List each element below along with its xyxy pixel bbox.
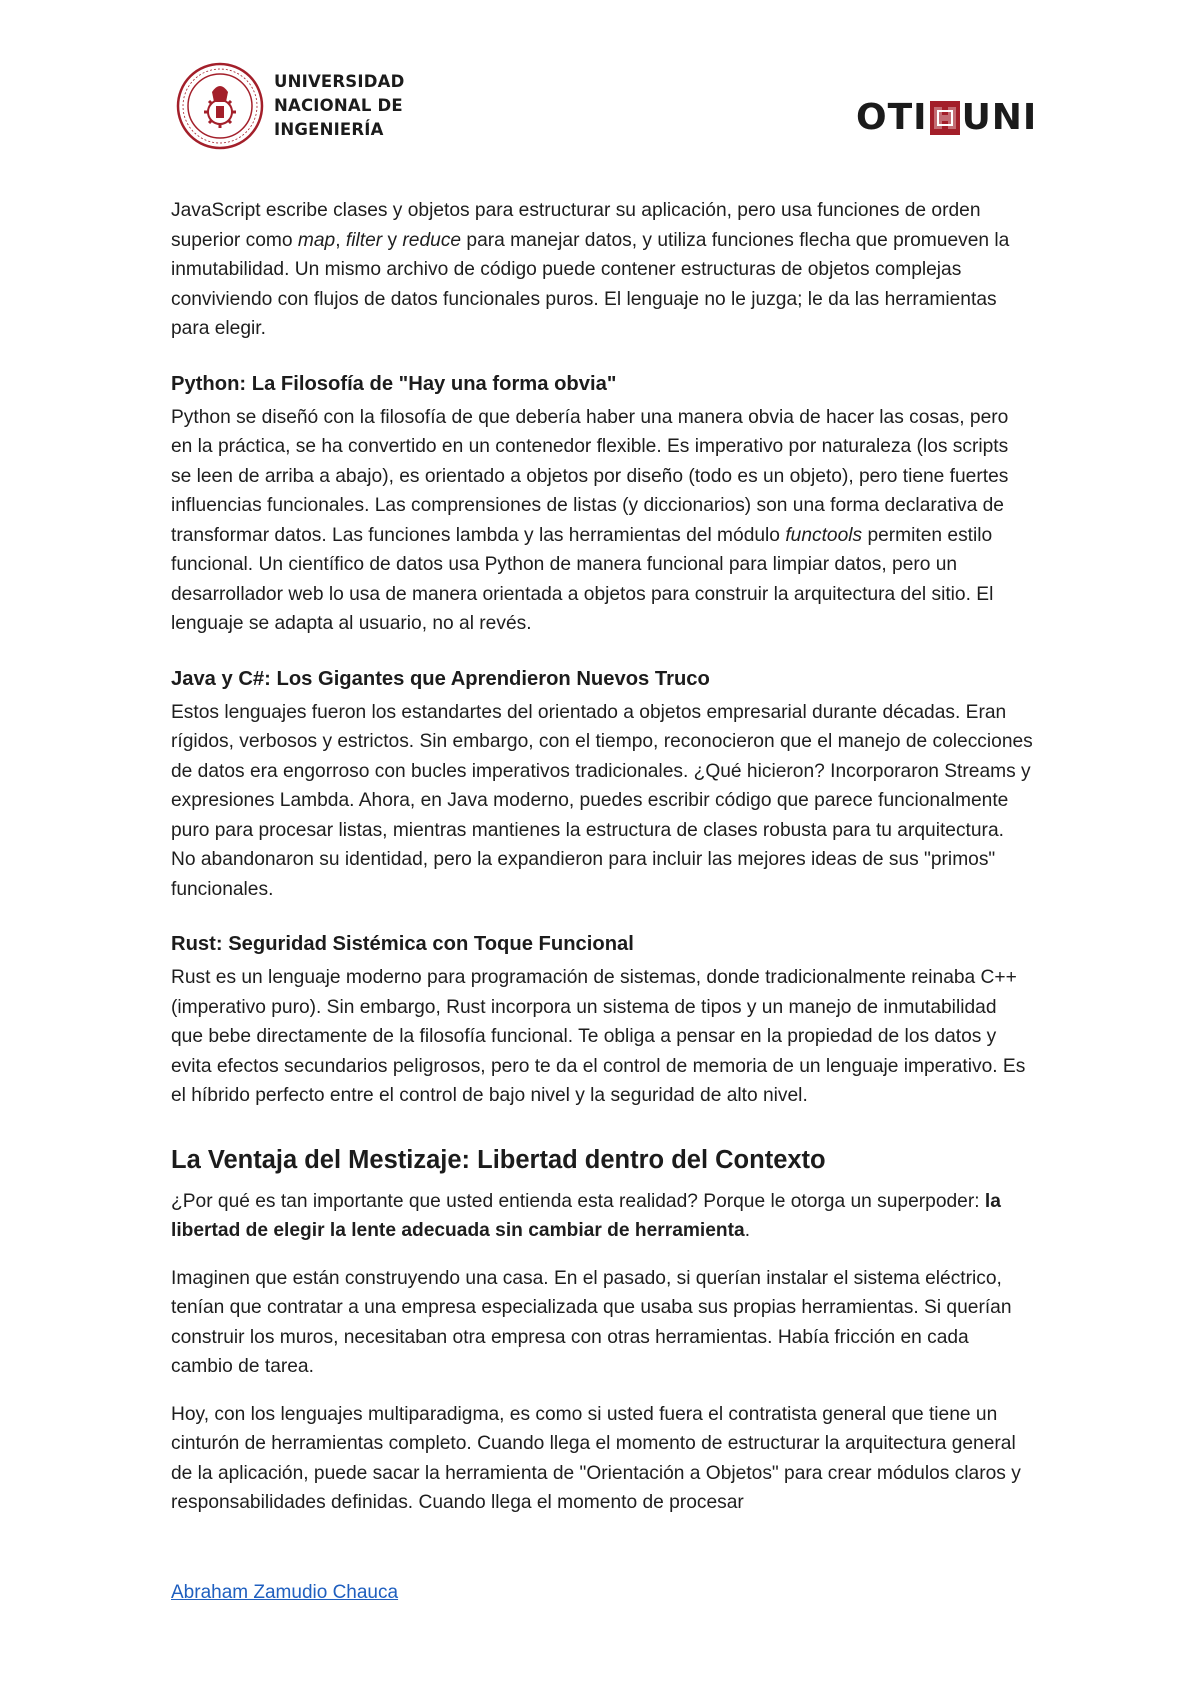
uni-logo [176, 62, 404, 150]
oti-uni-logo [856, 97, 1037, 138]
uni-logo-text: UNI [961, 97, 1038, 138]
document-body [171, 196, 1033, 1536]
uni-seal-icon [176, 62, 264, 150]
university-name-line-2: NACIONAL DE [274, 96, 403, 115]
java-heading: Java y C#: Los Gigantes que Aprendieron Nuevos Truco [171, 667, 710, 690]
oti-logo-text: OTI [856, 97, 928, 138]
reduce-term: reduce [402, 229, 462, 251]
java-paragraph: Estos lenguajes fueron los estandartes del orientado a objetos empresarial durante décadas. Eran rígidos, verbosos y estrictos. Sin embargo, con el tiempo, reconocieron que el manejo de colecciones de datos era engorroso con bucles imperativos tradicionales. ¿Qué hicieron? Incorporaron Streams y expresiones Lambda. Ahora, en Java moderno, puedes escribir código que parece funcionalmente puro para procesar listas, mientras mantienes la estructura de clases robusta para tu arquitectura. No abandonaron su identidad, pero la expandieron para incluir las mejores ideas de sus "primos" funcionales. [171, 701, 1033, 900]
intro-paragraph: JavaScript escribe clases y objetos para estructurar su aplicación, pero usa funciones de orden superior como map, filter y reduce para manejar datos, y utiliza funciones flecha que promueven la inmutabilidad. Un mismo archivo de código puede contener estructuras de objetos complejas conviviendo con flujos de datos funcionales puros. El lenguaje no le juzga; le da las herramientas para elegir. [171, 200, 1010, 339]
university-name-line-3: INGENIERÍA [274, 120, 384, 139]
university-name-line-1: UNIVERSIDAD [274, 72, 405, 91]
mestizaje-heading: La Ventaja del Mestizaje: Libertad dentro del Contexto [171, 1145, 826, 1174]
functools-term: functools [785, 524, 863, 546]
python-heading: Python: La Filosofía de "Hay una forma obvia" [171, 372, 617, 395]
mestizaje-paragraph-2: Imaginen que están construyendo una casa. En el pasado, si querían instalar el sistema eléctrico, tenían que contratar a una empresa especializada que usaba sus propias herramientas. Si querían construir los muros, necesitaban otra empresa con otras herramientas. Había fricción en cada cambio de tarea. [171, 1267, 1012, 1377]
author-link[interactable]: Abraham Zamudio Chauca [171, 1582, 399, 1603]
mestizaje-paragraph-1: ¿Por qué es tan importante que usted entienda esta realidad? Porque le otorga un superpoder: la libertad de elegir la lente adecuada sin cambiar de herramienta. [171, 1190, 1001, 1241]
oti-emblem-icon [930, 101, 960, 135]
page-header [0, 0, 1192, 170]
filter-term: filter [345, 229, 383, 251]
mestizaje-paragraph-3: Hoy, con los lenguajes multiparadigma, es como si usted fuera el contratista general que tiene un cinturón de herramientas completo. Cuando llega el momento de estructurar la arquitectura general de la aplicación, puede sacar la herramienta de "Orientación a Objetos" para crear módulos claros y responsabilidades definidas. Cuando llega el momento de procesar [171, 1403, 1021, 1513]
university-name [274, 70, 404, 142]
highlight-bold: la libertad de elegir la lente adecuada sin cambiar de herramienta [171, 1190, 1001, 1241]
map-term: map [297, 229, 336, 251]
rust-heading: Rust: Seguridad Sistémica con Toque Funcional [171, 933, 634, 955]
python-paragraph: Python se diseñó con la filosofía de que debería haber una manera obvia de hacer las cosas, pero en la práctica, se ha convertido en un contenedor flexible. Es imperativo por naturaleza (los scripts se leen de arriba a abajo), es orientado a objetos por diseño (todo es un objeto), pero tiene fuertes influencias funcionales. Las comprensiones de listas (y diccionarios) son una forma declarativa de transformar datos. Las funciones lambda y las herramientas del módulo functools permiten estilo funcional. Un científico de datos usa Python de manera funcional para limpiar datos, pero un desarrollador web lo usa de manera orientada a objetos para construir la arquitectura del sitio. El lenguaje se adapta al usuario, no al revés. [171, 406, 1009, 634]
rust-paragraph: Rust es un lenguaje moderno para programación de sistemas, donde tradicionalmente reinaba C++ (imperativo puro). Sin embargo, Rust incorpora un sistema de tipos y un manejo de inmutabilidad que bebe directamente de la filosofía funcional. Te obliga a pensar en la propiedad de los datos y evita efectos secundarios peligrosos, pero te da el control de memoria de un lenguaje imperativo. Es el híbrido perfecto entre el control de bajo nivel y la seguridad de alto nivel. [171, 967, 1026, 1106]
